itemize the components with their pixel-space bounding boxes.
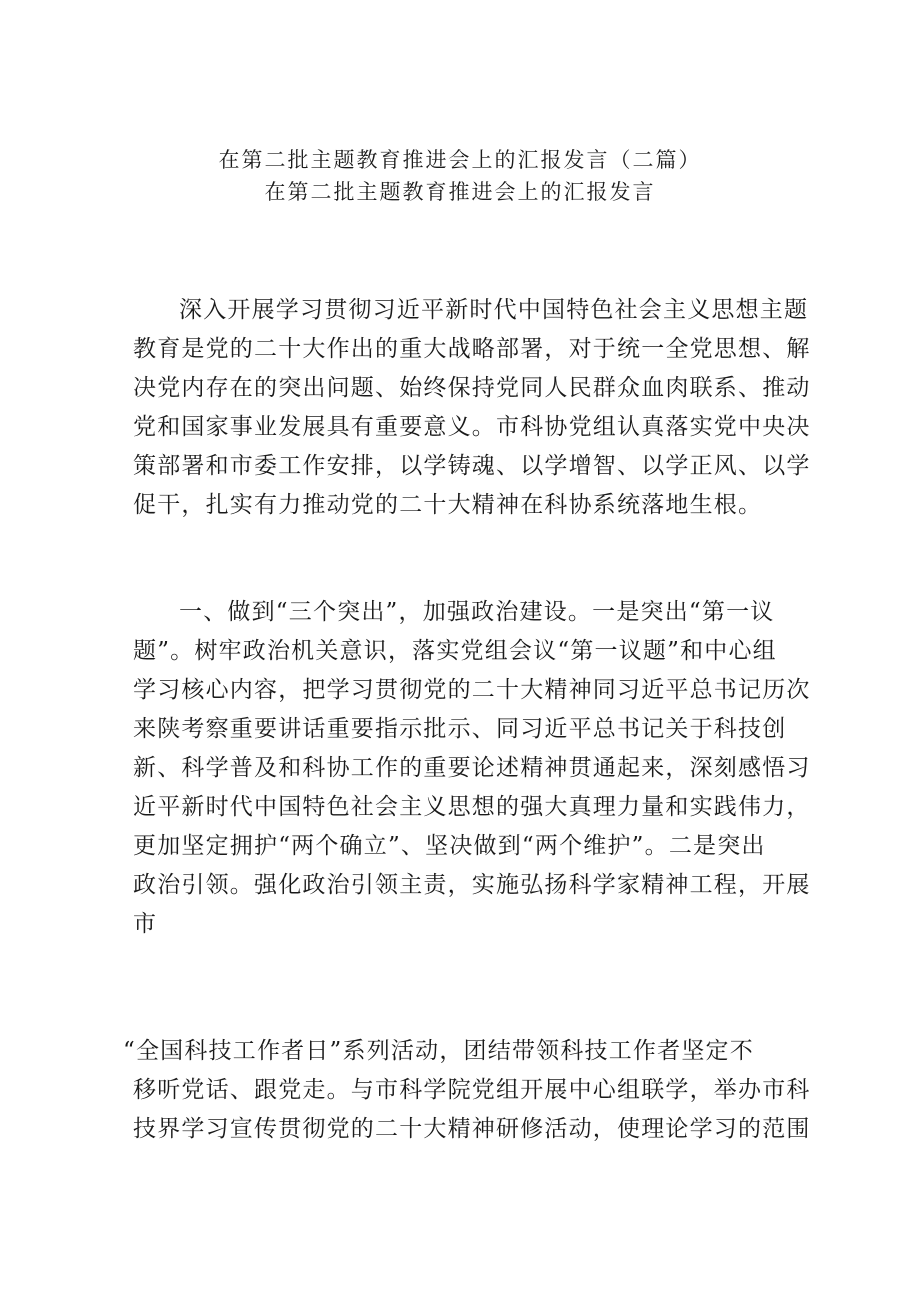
paragraph-line: 教育是党的二十大作出的重大战略部署，对于统一全党思想、解	[133, 336, 811, 362]
paragraph-continuation	[123, 1032, 811, 1149]
paragraph-line: 更加坚定拥护“两个确立”、坚决做到“两个维护”。二是突出	[133, 833, 766, 859]
paragraph-line: 党和国家事业发展具有重要意义。市科协党组认真落实党中央决	[133, 414, 811, 440]
document-subtitle: 在第二批主题教育推进会上的汇报发言	[264, 180, 656, 204]
paragraph-section-one	[133, 593, 811, 944]
document-title: 在第二批主题教育推进会上的汇报发言（二篇）	[218, 148, 702, 172]
paragraph-line: 策部署和市委工作安排，以学铸魂、以学增智、以学正风、以学	[133, 453, 811, 479]
paragraph-line: 深入开展学习贯彻习近平新时代中国特色社会主义思想主题	[179, 297, 809, 323]
paragraph-line: “全国科技工作者日”系列活动，团结带领科技工作者坚定不	[123, 1038, 754, 1064]
paragraph-line: 政治引领。强化政治引领主责，实施弘扬科学家精神工程，开展	[133, 872, 811, 898]
paragraph-line: 新、科学普及和科协工作的重要论述精神贯通起来，深刻感悟习	[133, 755, 811, 781]
paragraph-line: 一、做到“三个突出”，加强政治建设。一是突出“第一议	[179, 599, 775, 625]
paragraph-line: 近平新时代中国特色社会主义思想的强大真理力量和实践伟力，	[133, 794, 811, 820]
paragraph-line: 来陕考察重要讲话重要指示批示、同习近平总书记关于科技创	[133, 716, 787, 742]
paragraph-intro	[133, 291, 811, 525]
paragraph-line: 移听党话、跟党走。与市科学院党组开展中心组联学，举办市科	[133, 1077, 811, 1103]
paragraph-line: 学习核心内容，把学习贯彻党的二十大精神同习近平总书记历次	[133, 677, 811, 703]
paragraph-line: 市	[133, 911, 158, 937]
paragraph-line: 决党内存在的突出问题、始终保持党同人民群众血肉联系、推动	[133, 375, 811, 401]
paragraph-line: 促干，扎实有力推动党的二十大精神在科协系统落地生根。	[133, 492, 763, 518]
paragraph-line: 技界学习宣传贯彻党的二十大精神研修活动，使理论学习的范围	[133, 1116, 811, 1142]
paragraph-line: 题”。树牢政治机关意识，落实党组会议“第一议题”和中心组	[133, 638, 777, 664]
